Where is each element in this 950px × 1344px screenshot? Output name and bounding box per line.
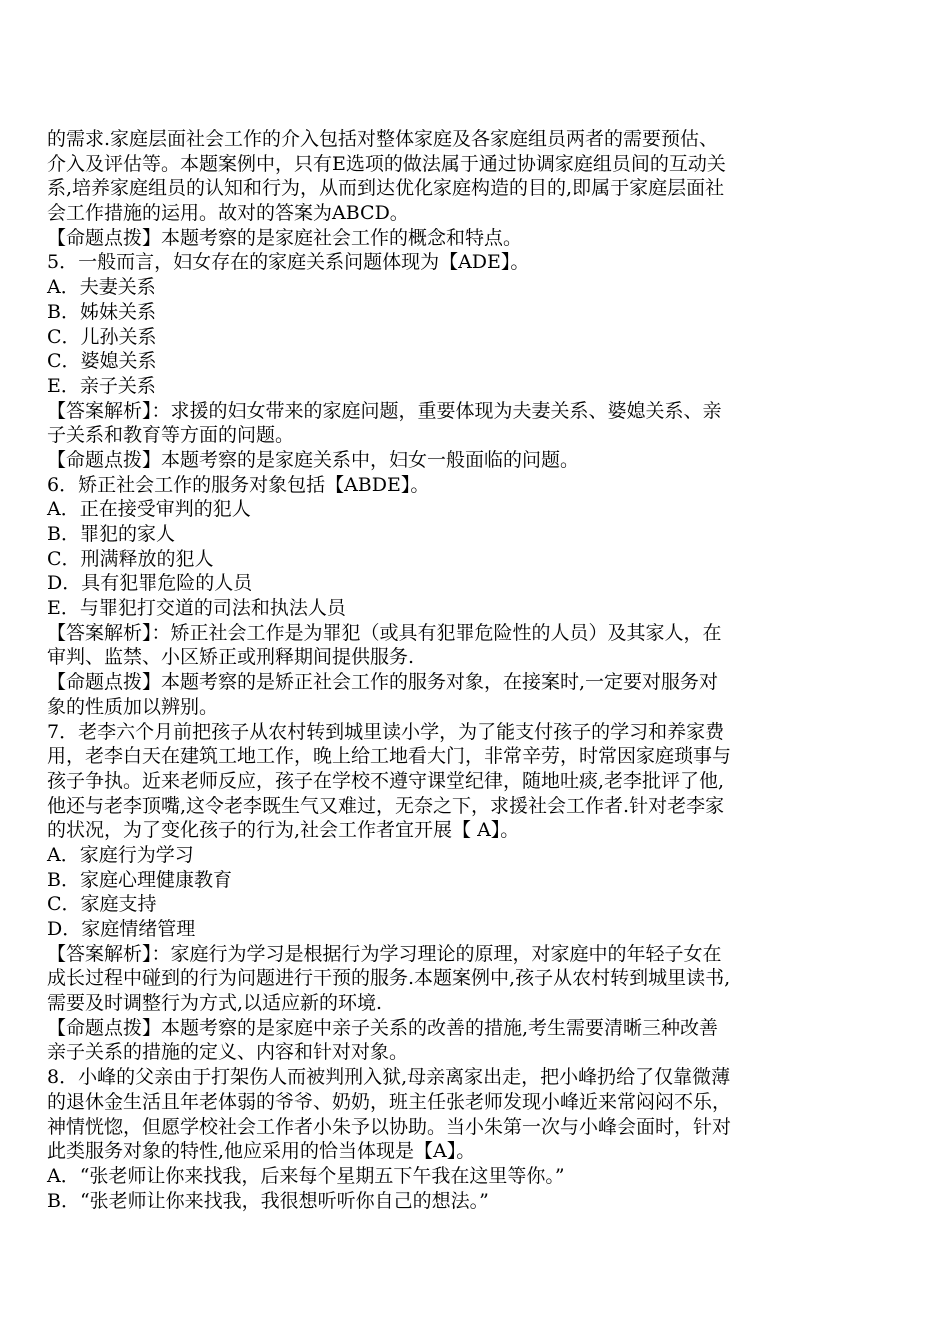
text-line: B．家庭心理健康教育 <box>47 868 232 891</box>
text-line: 此类服务对象的特性,他应采用的恰当体现是【A】。 <box>47 1140 476 1163</box>
text-line: 神情恍惚，但愿学校社会工作者小朱予以协助。当小朱第一次与小峰会面时，针对 <box>47 1115 732 1138</box>
text-line: E．亲子关系 <box>47 374 156 397</box>
text-line: 系,培养家庭组员的认知和行为，从而到达优化家庭构造的目的,即属于家庭层面社 <box>47 177 725 200</box>
text-line: 用，老李白天在建筑工地工作，晚上给工地看大门，非常辛劳，时常因家庭琐事与 <box>47 745 732 768</box>
text-line: 会工作措施的运用。故对的答案为ABCD。 <box>47 202 409 225</box>
text-line: 介入及评估等。本题案例中，只有E选项的做法属于通过协调家庭组员间的互动关 <box>47 152 726 175</box>
text-line: 【命题点拨】本题考察的是矫正社会工作的服务对象，在接案时,一定要对服务对 <box>47 671 719 694</box>
text-line: 【答案解析】：求援的妇女带来的家庭问题，重要体现为夫妻关系、婆媳关系、亲 <box>47 399 722 422</box>
text-line: 【命题点拨】本题考察的是家庭中亲子关系的改善的措施,考生需要清晰三种改善 <box>47 1016 719 1039</box>
text-line: 孩子争执。近来老师反应，孩子在学校不遵守课堂纪律，随地吐痰,老李批评了他, <box>47 769 725 792</box>
text-line: 子关系和教育等方面的问题。 <box>47 424 295 447</box>
text-line: 成长过程中碰到的行为问题进行干预的服务.本题案例中,孩子从农村转到城里读书, <box>47 967 731 990</box>
text-line: 的退休金生活且年老体弱的爷爷、奶奶，班主任张老师发现小峰近来常闷闷不乐， <box>47 1090 732 1113</box>
text-line: A．夫妻关系 <box>47 276 156 299</box>
text-line: 的需求.家庭层面社会工作的介入包括对整体家庭及各家庭组员两者的需要预估、 <box>47 128 719 150</box>
text-line: A．家庭行为学习 <box>47 843 194 866</box>
text-line: 亲子关系的措施的定义、内容和针对对象。 <box>47 1041 409 1064</box>
text-line: 5．一般而言，妇女存在的家庭关系问题体现为【ADE】。 <box>47 251 530 274</box>
text-line: C．儿孙关系 <box>47 325 157 348</box>
text-line: D．家庭情绪管理 <box>47 918 196 940</box>
text-line: 【答案解析】：矫正社会工作是为罪犯（或具有犯罪危险性的人员）及其家人，在 <box>47 621 722 644</box>
text-line: C．婆媳关系 <box>47 350 157 373</box>
text-line: B．“张老师让你来找我，我很想听听你自己的想法。” <box>47 1189 489 1212</box>
text-line: 象的性质加以辨别。 <box>47 695 219 718</box>
text-line: 7．老李六个月前把孩子从农村转到城里读小学，为了能支付孩子的学习和养家费 <box>47 720 725 743</box>
text-line: A．“张老师让你来找我，后来每个星期五下午我在这里等你。” <box>47 1164 565 1187</box>
text-line: 8．小峰的父亲由于打架伤人而被判刑入狱,母亲离家出走，把小峰扔给了仅靠微薄 <box>47 1066 731 1089</box>
text-line: 的状况，为了变化孩子的行为,社会工作者宜开展【 A】。 <box>47 819 520 842</box>
text-line: 【答案解析】：家庭行为学习是根据行为学习理论的原理，对家庭中的年轻子女在 <box>47 942 722 965</box>
text-line: C．刑满释放的犯人 <box>47 547 214 570</box>
text-line: B．姊妹关系 <box>47 300 156 323</box>
document-body <box>47 127 907 1213</box>
text-line: 【命题点拨】本题考察的是家庭关系中，妇女一般面临的问题。 <box>47 448 580 471</box>
text-line: C．家庭支持 <box>47 893 157 916</box>
text-line: 6．矫正社会工作的服务对象包括【ABDE】。 <box>47 473 430 496</box>
text-line: B．罪犯的家人 <box>47 523 175 545</box>
text-line: 他还与老李顶嘴,这令老李既生气又难过，无奈之下，求援社会工作者.针对老李家 <box>47 794 725 817</box>
text-line: E．与罪犯打交道的司法和执法人员 <box>47 597 346 620</box>
text-line: A．正在接受审判的犯人 <box>47 498 251 521</box>
text-line: 审判、监禁、小区矫正或刑释期间提供服务. <box>47 646 415 669</box>
text-line: D．具有犯罪危险的人员 <box>47 572 253 595</box>
text-line: 需要及时调整行为方式,以适应新的环境. <box>47 992 383 1015</box>
text-line: 【命题点拨】本题考察的是家庭社会工作的概念和特点。 <box>47 226 523 249</box>
